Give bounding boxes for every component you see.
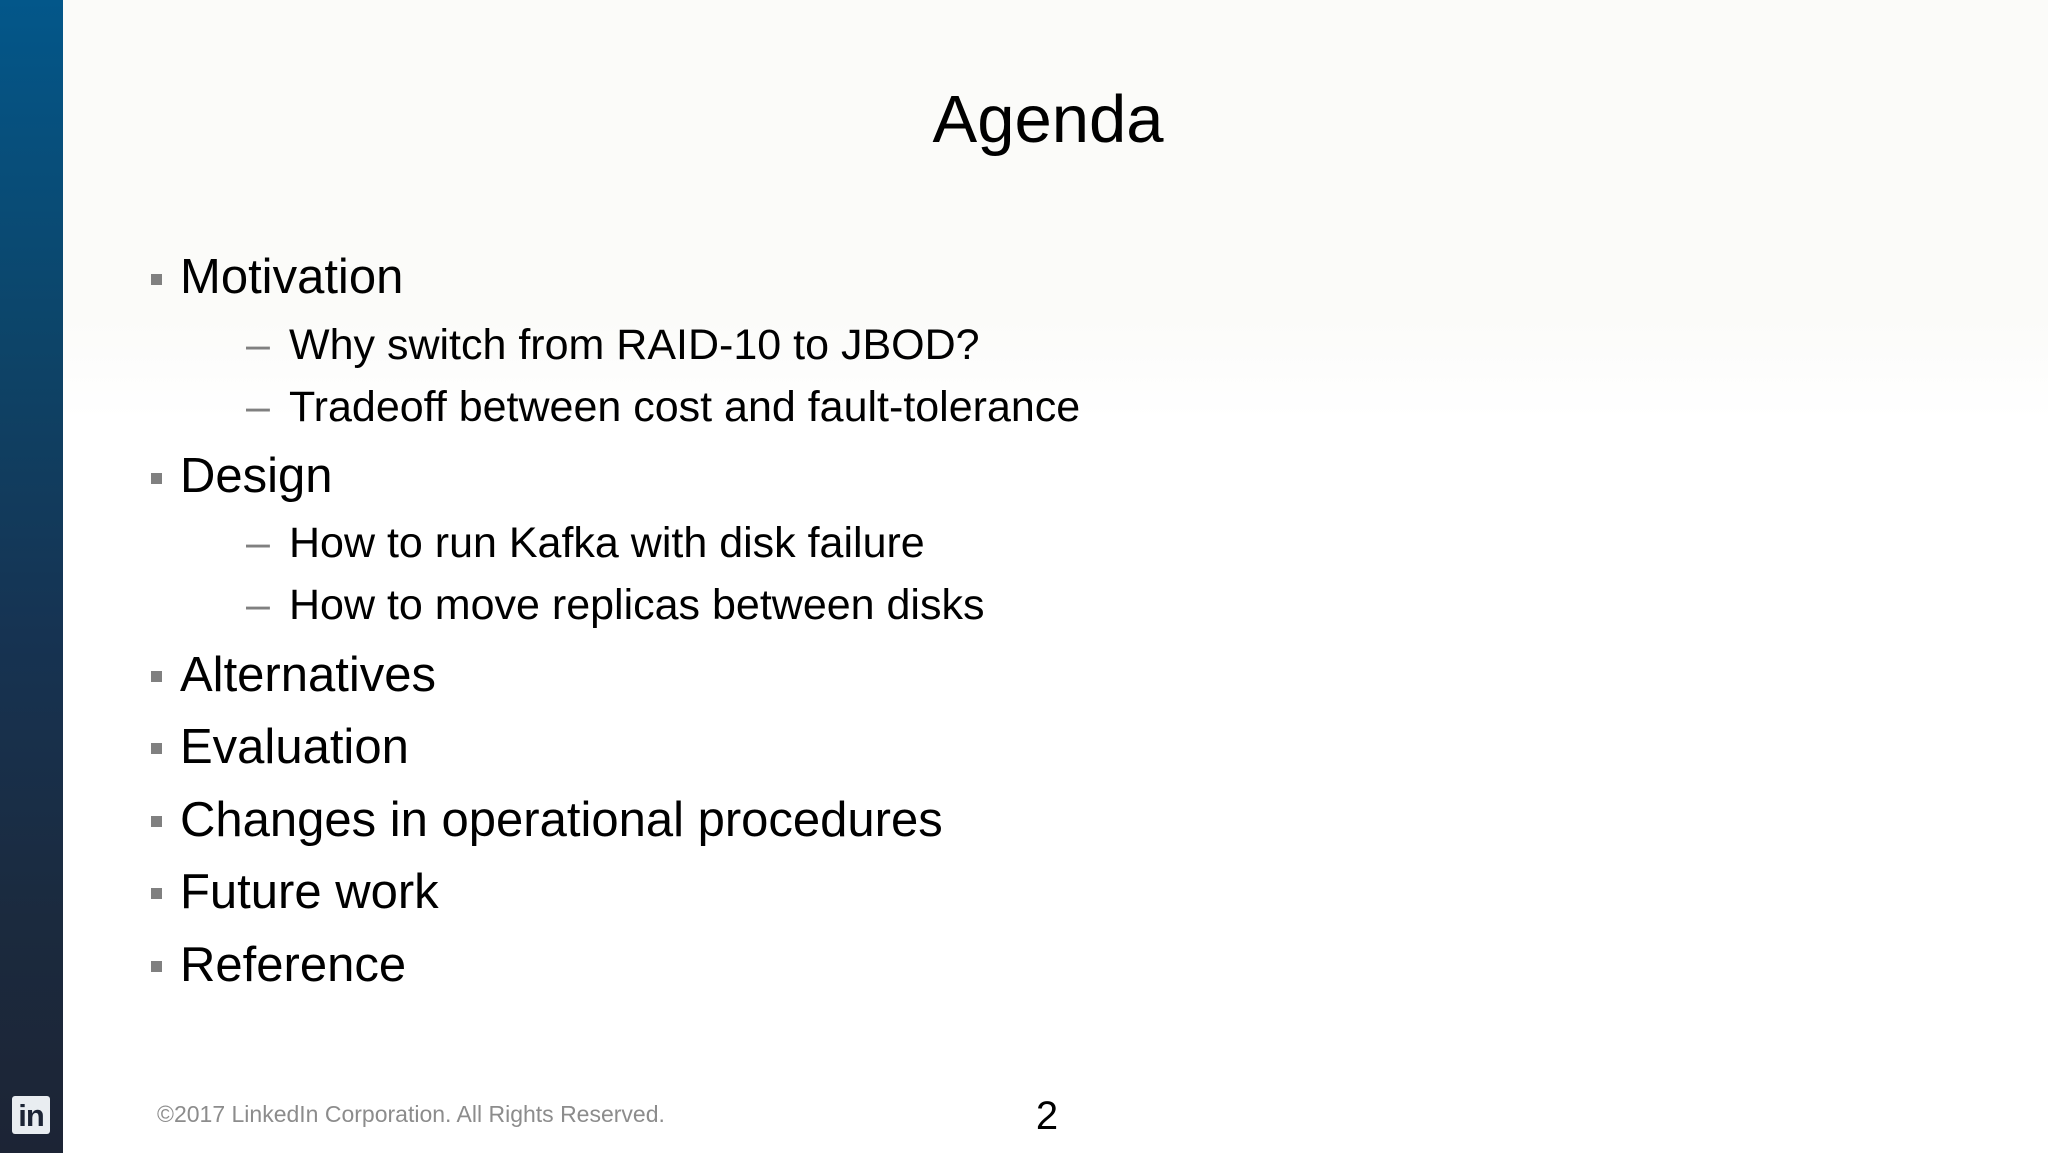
agenda-item-label: Reference — [180, 938, 407, 992]
slide-title: Agenda — [932, 82, 1164, 157]
dash-bullet-icon: – — [246, 321, 270, 369]
square-bullet-icon — [151, 961, 162, 972]
agenda-item-label: Changes in operational procedures — [180, 793, 943, 847]
agenda-subitem-label: Why switch from RAID-10 to JBOD? — [289, 321, 980, 369]
logo-text: in — [18, 1098, 44, 1133]
page-number: 2 — [1035, 1094, 1059, 1138]
linkedin-logo-icon — [12, 1096, 50, 1134]
square-bullet-icon — [151, 888, 162, 899]
square-bullet-icon — [151, 473, 162, 484]
dash-bullet-icon: – — [246, 581, 270, 629]
agenda-item-label: Evaluation — [180, 720, 409, 774]
agenda-subitem-label: Tradeoff between cost and fault-tolerance — [289, 383, 1081, 431]
agenda-item-label: Motivation — [180, 250, 404, 304]
sidebar-accent-bar — [0, 0, 63, 1153]
dash-bullet-icon: – — [246, 383, 270, 431]
dash-bullet-icon: – — [246, 519, 270, 567]
agenda-item-label: Future work — [180, 865, 439, 919]
square-bullet-icon — [151, 274, 162, 285]
square-bullet-icon — [151, 816, 162, 827]
square-bullet-icon — [151, 743, 162, 754]
agenda-subitem-label: How to run Kafka with disk failure — [289, 519, 925, 567]
agenda-item-label: Design — [180, 449, 333, 503]
footer-copyright: ©2017 LinkedIn Corporation. All Rights Reserved. — [157, 1101, 665, 1127]
agenda-subitem-label: How to move replicas between disks — [289, 581, 985, 629]
agenda-item-label: Alternatives — [180, 648, 437, 702]
square-bullet-icon — [151, 671, 162, 682]
